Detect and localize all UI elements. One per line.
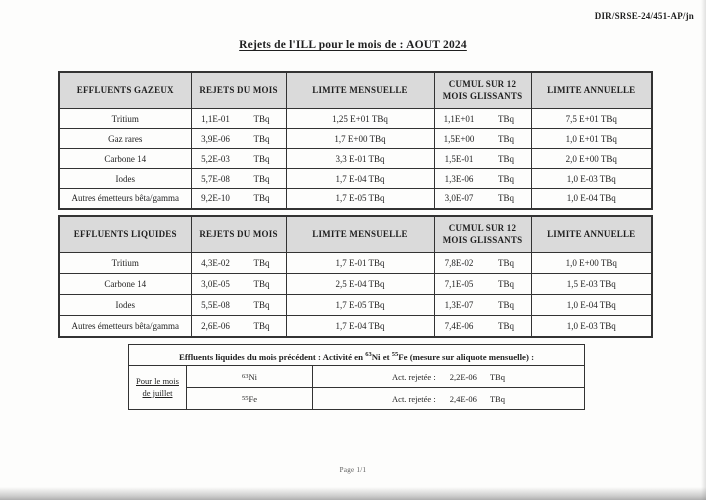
page-number: Page 1/1: [339, 466, 367, 474]
rejets-unit: TBq: [253, 153, 270, 164]
rejets-value: 5,5E-08: [201, 300, 230, 310]
table-body: [59, 109, 652, 209]
limite-mensuelle-cell: 1,7 E-05 TBq: [286, 189, 434, 209]
rejets-value: 5,2E-03: [201, 153, 230, 164]
rejets-unit: TBq: [253, 279, 270, 289]
rejets-du-mois-cell: [191, 189, 286, 209]
column-header: EFFLUENTS LIQUIDES: [59, 216, 191, 253]
isotope-cell-ni63: [187, 366, 313, 388]
rejets-value: 2,6E-06: [201, 320, 230, 331]
cumul-12-mois-cell: [434, 274, 531, 295]
limite-annuelle-cell: 1,0 E-04 TBq: [531, 189, 652, 209]
limite-mensuelle-cell: 1,7 E+00 TBq: [286, 129, 434, 149]
cumul-12-mois-cell: [434, 109, 531, 129]
rejets-unit: TBq: [253, 133, 270, 144]
limite-annuelle-cell: 1,0 E+01 TBq: [531, 129, 652, 149]
cumul-value: 3,0E-07: [444, 193, 474, 204]
activity-unit: TBq: [489, 393, 505, 404]
rejets-unit: TBq: [253, 258, 270, 268]
table-row: [59, 295, 652, 316]
effluent-label-cell: Autres émetteurs bêta/gamma: [59, 189, 191, 209]
rejets-value: 5,7E-08: [201, 173, 230, 184]
isotope-symbol: Ni: [371, 351, 381, 362]
cumul-value: 1,1E+01: [443, 113, 475, 124]
isotope-mass-number: 63: [242, 373, 249, 380]
rejets-du-mois-cell: [191, 316, 286, 337]
limite-annuelle-cell: 1,0 E+00 TBq: [531, 253, 652, 274]
rejets-value: 1,1E-01: [201, 113, 230, 124]
limite-mensuelle-cell: 1,7 E-01 TBq: [286, 253, 434, 274]
cumul-12-mois-cell: [434, 149, 531, 169]
column-header: LIMITE ANNUELLE: [531, 216, 652, 253]
rejets-unit: TBq: [253, 113, 270, 124]
period-label: [129, 366, 187, 409]
box-title-text: (mesure sur aliquote mensuelle) :: [407, 351, 535, 362]
limite-annuelle-cell: 1,0 E-04 TBq: [531, 295, 652, 316]
cumul-unit: TBq: [497, 300, 514, 310]
effluent-label-cell: Tritium: [59, 253, 191, 274]
cumul-12-mois-cell: [434, 189, 531, 209]
limite-annuelle-cell: 7,5 E+01 TBq: [531, 109, 652, 129]
rejets-du-mois-cell: [191, 149, 286, 169]
column-header: REJETS DU MOIS: [191, 72, 286, 109]
isotope-cell-fe55: [187, 388, 313, 409]
effluent-label-cell: Autres émetteurs bêta/gamma: [59, 316, 191, 337]
rejets-du-mois-cell: [191, 129, 286, 149]
page-title: Rejets de l'ILL pour le mois de : AOUT 2024: [239, 39, 467, 51]
rejets-du-mois-cell: [191, 109, 286, 129]
cumul-value: 7,4E-06: [444, 320, 474, 331]
activity-cell-fe55: [313, 388, 584, 409]
rejets-du-mois-cell: [191, 274, 286, 295]
rejets-du-mois-cell: [191, 169, 286, 189]
box-title-text: Effluents liquides du mois précédent : Activité en: [178, 351, 366, 362]
table-row: [59, 316, 652, 337]
limite-mensuelle-cell: 1,7 E-04 TBq: [286, 316, 434, 337]
column-header: CUMUL SUR 12 MOIS GLISSANTS: [434, 72, 531, 109]
cumul-unit: TBq: [497, 193, 514, 204]
effluent-label-cell: Carbone 14: [59, 149, 191, 169]
cumul-12-mois-cell: [434, 129, 531, 149]
cumul-value: 1,5E+00: [443, 133, 475, 144]
table-row: [59, 274, 652, 295]
column-header: CUMUL SUR 12 MOIS GLISSANTS: [434, 216, 531, 253]
table-row: [59, 109, 652, 129]
cumul-12-mois-cell: [434, 169, 531, 189]
rejets-unit: TBq: [253, 193, 270, 204]
limite-mensuelle-cell: 1,7 E-04 TBq: [286, 169, 434, 189]
effluent-label-cell: Tritium: [59, 109, 191, 129]
period-label-line1: Pour le mois: [136, 376, 179, 387]
limite-annuelle-cell: 1,5 E-03 TBq: [531, 274, 652, 295]
cumul-unit: TBq: [497, 113, 514, 124]
isotope-mass-number: 63: [365, 351, 372, 358]
rejets-value: 9,2E-10: [201, 193, 230, 204]
cumul-unit: TBq: [497, 153, 514, 164]
table-header-row: [59, 216, 652, 253]
cumul-unit: TBq: [497, 279, 514, 289]
period-label-line2: de juillet: [142, 387, 173, 398]
limite-mensuelle-cell: 1,25 E+01 TBq: [286, 109, 434, 129]
cumul-unit: TBq: [497, 258, 514, 268]
document-reference: DIR/SRSE-24/451-AP/jn: [594, 11, 694, 21]
effluents-gazeux-table: [58, 71, 653, 210]
effluents-liquides-table: [58, 215, 653, 338]
table-header-row: [59, 72, 652, 109]
isotope-symbol: Fe: [248, 393, 257, 404]
rejets-value: 3,9E-06: [201, 133, 230, 144]
rejets-unit: TBq: [253, 320, 270, 331]
limite-mensuelle-cell: 3,3 E-01 TBq: [286, 149, 434, 169]
activity-cell-ni63: [313, 366, 584, 388]
cumul-12-mois-cell: [434, 295, 531, 316]
limite-mensuelle-cell: 2,5 E-04 TBq: [286, 274, 434, 295]
table-row: [59, 149, 652, 169]
effluent-label-cell: Carbone 14: [59, 274, 191, 295]
table-row: [59, 253, 652, 274]
column-header: REJETS DU MOIS: [191, 216, 286, 253]
table-row: [59, 189, 652, 209]
table-body: [59, 253, 652, 337]
cumul-value: 1,3E-07: [444, 300, 474, 310]
activity-unit: TBq: [489, 371, 505, 382]
column-header: LIMITE MENSUELLE: [286, 216, 434, 253]
limite-annuelle-cell: 1,0 E-03 TBq: [531, 169, 652, 189]
isotope-mass-number: 55: [391, 351, 399, 358]
cumul-value: 7,8E-02: [444, 258, 474, 268]
previous-month-box: [128, 344, 585, 410]
cumul-12-mois-cell: [434, 253, 531, 274]
cumul-unit: TBq: [497, 133, 514, 144]
activity-label: Act. rejetée :: [392, 393, 436, 404]
limite-annuelle-cell: 2,0 E+00 TBq: [531, 149, 652, 169]
scan-edge-bottom: [0, 487, 706, 500]
isotope-symbol: Fe: [398, 351, 408, 362]
column-header: EFFLUENTS GAZEUX: [59, 72, 191, 109]
cumul-unit: TBq: [497, 173, 514, 184]
isotope-mass-number: 55: [242, 395, 249, 402]
limite-annuelle-cell: 1,0 E-03 TBq: [531, 316, 652, 337]
column-header: LIMITE MENSUELLE: [286, 72, 434, 109]
effluent-label-cell: Iodes: [59, 295, 191, 316]
rejets-value: 4,3E-02: [201, 258, 230, 268]
cumul-value: 7,1E-05: [444, 279, 474, 289]
table-row: [59, 169, 652, 189]
cumul-12-mois-cell: [434, 316, 531, 337]
rejets-unit: TBq: [253, 173, 270, 184]
box-title-text: et: [380, 351, 392, 362]
rejets-du-mois-cell: [191, 295, 286, 316]
effluent-label-cell: Gaz rares: [59, 129, 191, 149]
isotope-symbol: Ni: [248, 371, 257, 382]
activity-value: 2,2E-06: [449, 371, 477, 382]
column-header: LIMITE ANNUELLE: [531, 72, 652, 109]
cumul-value: 1,5E-01: [444, 153, 474, 164]
table-row: [59, 129, 652, 149]
rejets-du-mois-cell: [191, 253, 286, 274]
activity-label: Act. rejetée :: [392, 371, 436, 382]
previous-month-box-title: [129, 345, 584, 366]
cumul-unit: TBq: [497, 320, 514, 331]
cumul-value: 1,3E-06: [444, 173, 474, 184]
activity-value: 2,4E-06: [449, 393, 477, 404]
effluent-label-cell: Iodes: [59, 169, 191, 189]
rejets-value: 3,0E-05: [201, 279, 230, 289]
limite-mensuelle-cell: 1,7 E-05 TBq: [286, 295, 434, 316]
rejets-unit: TBq: [253, 300, 270, 310]
scan-edge-right: [701, 0, 706, 500]
